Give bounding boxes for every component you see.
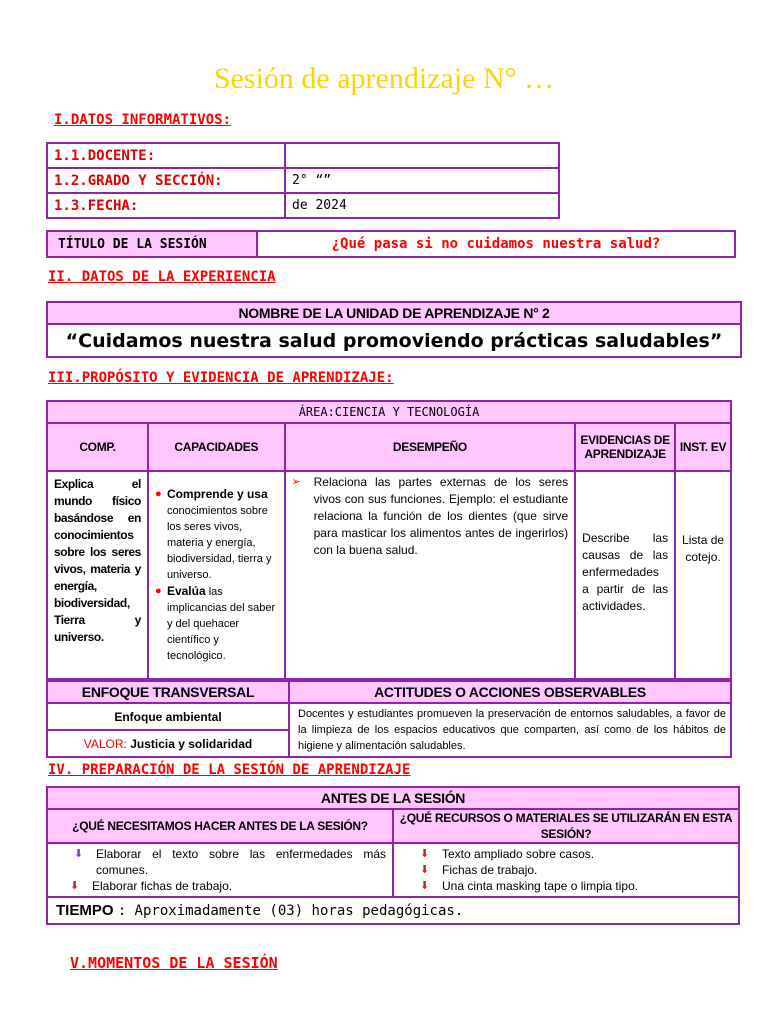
list-item [420,862,732,878]
arrow-down-bullet-icon: ⬇ [74,848,84,860]
section-datos-informativos: I.DATOS INFORMATIVOS: [54,112,232,128]
section-proposito: III.PROPÓSITO Y EVIDENCIA DE APRENDIZAJE: [48,370,394,386]
enfoque-name: Enfoque ambiental [47,703,289,730]
bullet-icon: ● [154,488,162,500]
right-item-2: Fichas de trabajo. [442,863,538,877]
unidad-header: NOMBRE DE LA UNIDAD DE APRENDIZAJE N° 2 [47,302,741,324]
arrow-down-bullet-icon: ⬇ [420,864,430,876]
grado-label: 1.2.GRADO Y SECCIÓN: [47,168,285,193]
q-right: ¿QUÉ RECURSOS O MATERIALES SE UTILIZARÁN EN ESTA SESIÓN? [393,809,739,843]
right-list [393,843,739,897]
valor-cell [47,730,289,757]
titulo-sesion-table [46,230,736,258]
valor-value: Justicia y solidaridad [130,736,253,751]
enfoque-table [46,680,732,758]
q-left: ¿QUÉ NECESITAMOS HACER ANTES DE LA SESIÓN? [47,809,393,843]
col-evidencias: EVIDENCIAS DE APRENDIZAJE [575,423,675,471]
capacidad-2-bold: Evalúa [166,584,206,598]
arrow-down-bullet-icon: ⬇ [420,848,430,860]
table-row [47,193,559,218]
grado-value: 2° “” [285,168,559,193]
list-item [70,878,386,894]
titulo-sesion-value: ¿Qué pasa si no cuidamos nuestra salud? [257,231,735,257]
actitudes-text: Docentes y estudiantes promueven la preservación de entornos saludables, a favor de la limpieza de los espacios educativos que comparten, así como de los hábitos de higiene y alimentación saludables. [289,703,731,757]
list-item [74,846,386,878]
docente-value [285,143,559,168]
list-item [155,583,280,664]
col-comp: COMP. [47,423,148,471]
bullet-icon: ● [154,585,162,597]
competencia-text: Explica el mundo físico basándose en conocimientos sobre los seres vivos, materia y energía, biodiversidad, Tierra y universo. [47,471,148,679]
valor-label: VALOR: [83,736,127,751]
left-item-2: Elaborar fichas de trabajo. [92,879,233,893]
desempeno-cell [285,471,576,679]
arrow-icon: ➢ [291,476,301,488]
area-table [46,400,732,680]
table-row [47,168,559,193]
right-item-3: Una cinta masking tape o limpia tipo. [442,879,639,893]
docente-label: 1.1.DOCENTE: [47,143,285,168]
section-momentos: V.MOMENTOS DE LA SESIÓN [70,954,278,972]
enfoque-header: ENFOQUE TRANSVERSAL [47,681,289,703]
evidencia-text: Describe las causas de las enfermedades a partir de las actividades. [575,471,675,679]
antes-header: ANTES DE LA SESIÓN [47,787,739,809]
capacidad-1-bold: Comprende y usa [166,487,268,501]
list-item [420,878,732,894]
tiempo-value: : Aproximadamente (03) horas pedagógicas. [117,903,464,919]
page-title: Sesión de aprendizaje N° … [213,62,555,95]
instrumento-text: Lista de cotejo. [675,471,731,679]
area-header: ÁREA:CIENCIA Y TECNOLOGÍA [47,401,731,423]
unidad-name: “Cuidamos nuestra salud promoviendo prácticas saludables” [47,324,741,357]
table-row [47,471,731,679]
arrow-down-bullet-icon: ⬇ [70,880,80,892]
section-datos-experiencia: II. DATOS DE LA EXPERIENCIA [48,269,276,285]
actitudes-header: ACTITUDES O ACCIONES OBSERVABLES [289,681,731,703]
desempeno-text: Relaciona las partes externas de los seres vivos con sus funciones. Ejemplo: el estudiante relaciona la función de los dientes (que sirve para masticar los alimentos antes de ingerirlos) con la buena salud. [313,475,569,557]
list-item [155,486,280,583]
col-desempeno: DESEMPEÑO [285,423,576,471]
fecha-label: 1.3.FECHA: [47,193,285,218]
capacidad-1-text: conocimientos sobre los seres vivos, materia y energía, biodiversidad, tierra y universo. [166,505,272,581]
titulo-sesion-label: TÍTULO DE LA SESIÓN [47,231,257,257]
col-capacidades: CAPACIDADES [148,423,285,471]
table-row [47,143,559,168]
left-list [47,843,393,897]
unidad-table [46,301,742,358]
datos-table [46,142,560,219]
arrow-down-bullet-icon: ⬇ [420,880,430,892]
capacidad-2-text: las implicancias del saber y del quehacer científico y tecnológico. [166,586,276,662]
list-item [420,846,732,862]
section-preparacion: IV. PREPARACIÓN DE LA SESIÓN DE APRENDIZAJE [48,762,411,778]
tiempo-row [47,897,739,924]
capacidades-cell [148,471,285,679]
col-inst: INST. EV [675,423,731,471]
tiempo-label: TIEMPO [56,902,114,919]
left-item-1: Elaborar el texto sobre las enfermedades más comunes. [96,847,386,877]
preparacion-table [46,786,740,925]
fecha-value: de 2024 [285,193,559,218]
right-item-1: Texto ampliado sobre casos. [442,847,595,861]
